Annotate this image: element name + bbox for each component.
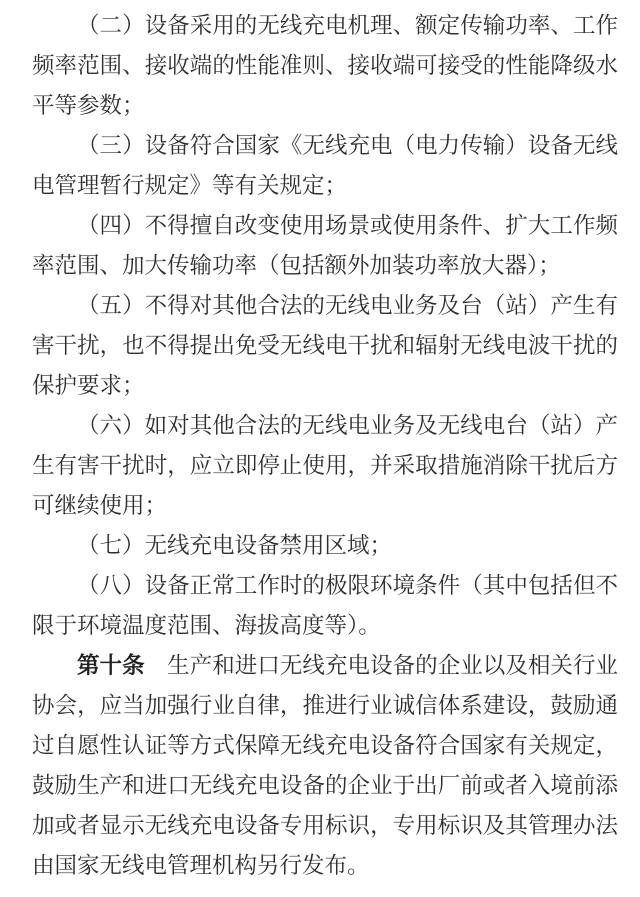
article-body-text: 生产和进口无线充电设备的企业以及相关行业协会，应当加强行业自律，推进行业诚信体系建设，鼓励通过自愿性认证等方式保障无线充电设备符合国家有关规定，鼓励生产和进口无线充电设备的企业于出厂前或者入境前添加或者显示无线充电设备专用标识，专用标识及其管理办法由国家无线电管理机构另行发布。 [32,653,618,878]
clause-item-2: （二）设备采用的无线充电机理、额定传输功率、工作频率范围、接收端的性能准则、接收端可接受的性能降级水平等参数； [32,13,618,118]
article-number-label: 第十条 [77,653,145,678]
clause-item-6: （六）如对其他合法的无线电业务及无线电台（站）产生有害干扰时，应立即停止使用，并采取措施消除干扰后方可继续使用； [32,413,618,518]
clause-item-4: （四）不得擅自改变使用场景或使用条件、扩大工作频率范围、加大传输功率（包括额外加装功率放大器）； [32,213,618,278]
clause-item-8: （八）设备正常工作时的极限环境条件（其中包括但不限于环境温度范围、海拔高度等）。 [32,573,618,638]
clause-item-3: （三）设备符合国家《无线充电（电力传输）设备无线电管理暂行规定》等有关规定； [32,133,618,198]
clause-item-7: （七）无线充电设备禁用区域； [77,533,393,558]
paragraph-article-10 [32,646,618,886]
clause-item-5: （五）不得对其他合法的无线电业务及台（站）产生有害干扰，也不得提出免受无线电干扰和辐射无线电波干扰的保护要求； [32,293,618,398]
